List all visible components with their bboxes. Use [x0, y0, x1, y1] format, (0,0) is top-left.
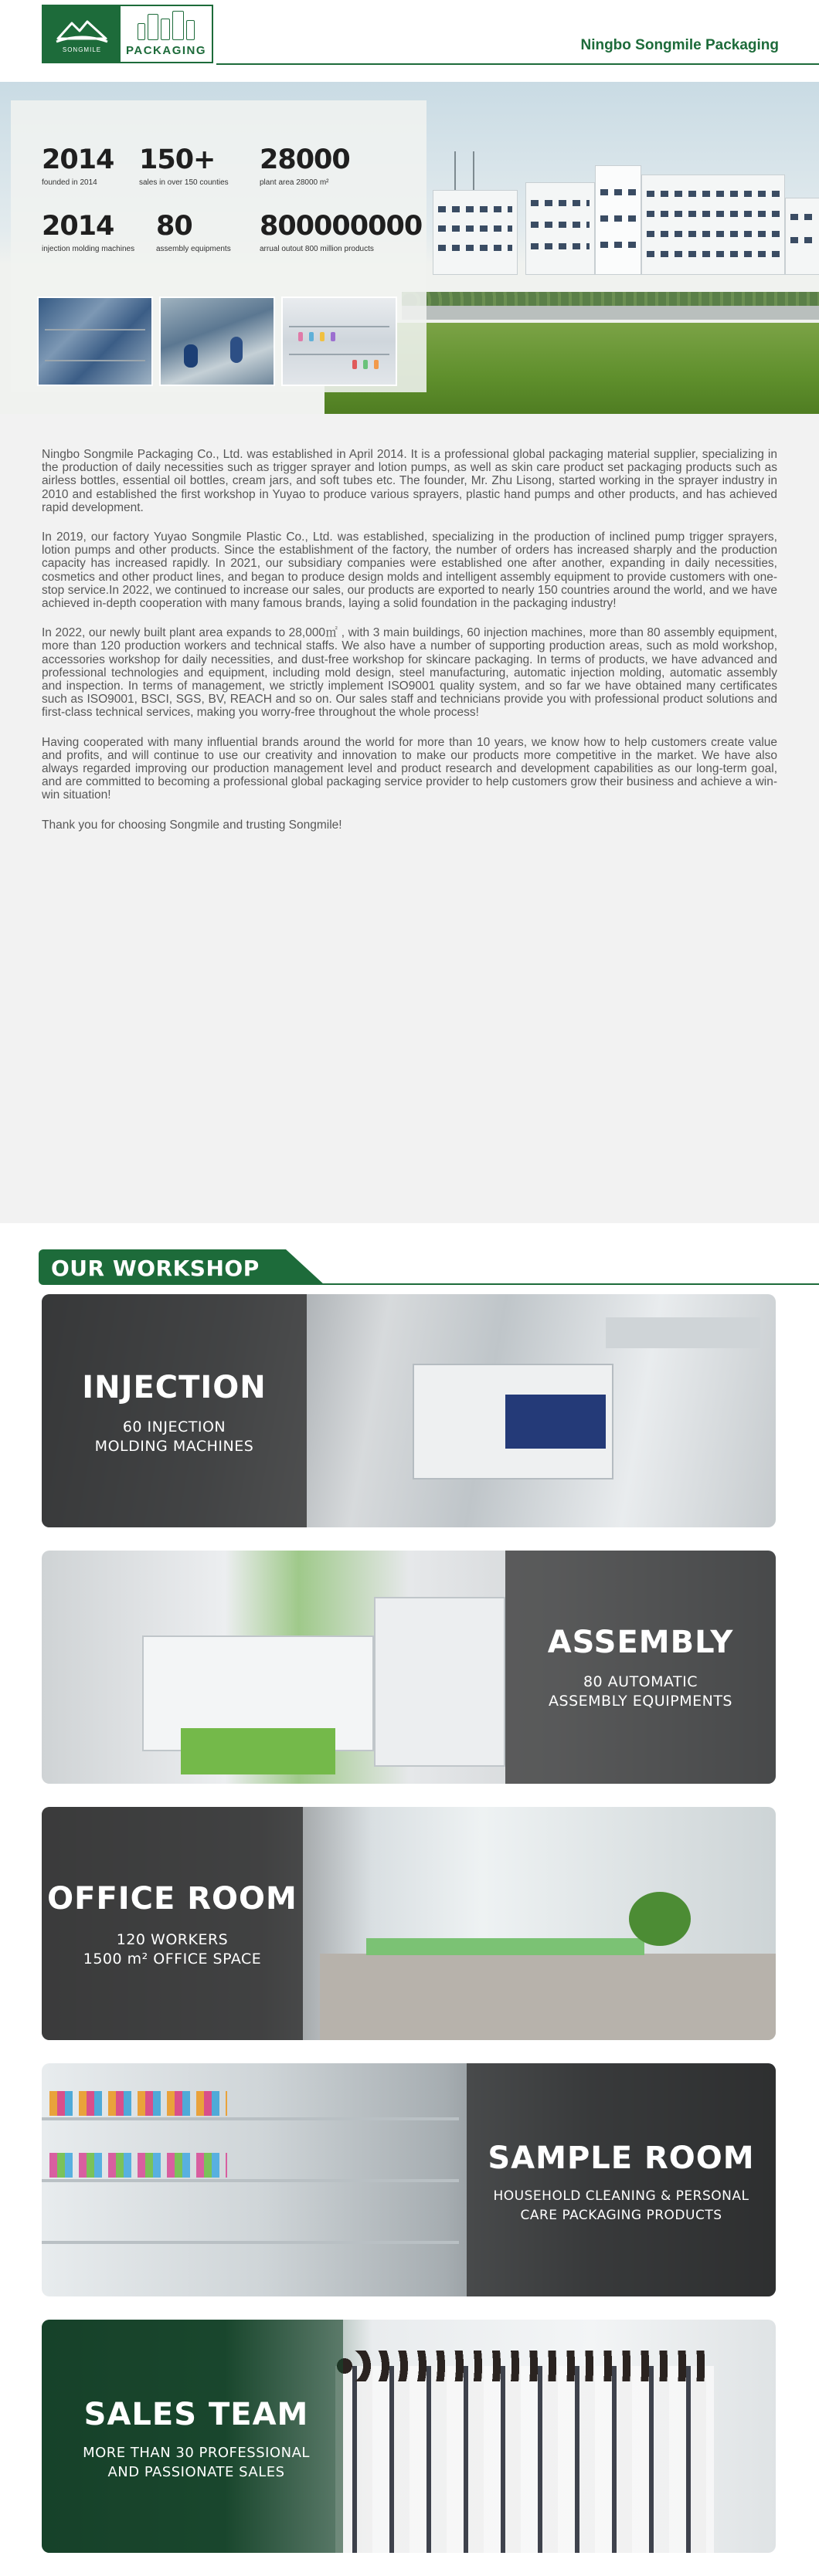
factory-building [785, 198, 819, 275]
card-subtitle: 60 INJECTION MOLDING MACHINES [94, 1418, 254, 1455]
bottles-shape [49, 2153, 227, 2178]
team-heads-shape [335, 2351, 714, 2381]
factory-building [525, 182, 595, 275]
card-title: INJECTION [82, 1370, 267, 1405]
stat-countries [139, 144, 229, 187]
team-group-shape [335, 2366, 714, 2553]
stat-assembly-equipments [156, 213, 231, 253]
product-display-photo [281, 297, 397, 386]
shelf-shape [42, 2241, 459, 2244]
stat-caption: plant area 28000 m² [260, 178, 329, 187]
card-overlay [467, 2063, 776, 2296]
intro-paragraph: Ningbo Songmile Packaging Co., Ltd. was established in April 2014. It is a professional global packaging material supplier, specializing in the production of daily necessities such as trigger sprayer and lotion pumps, as well as skin care product set packaging products such as airless bottles, essential oil bottles, cream jars, and soft tubes etc. The founder, Mr. Zhu Lisong, started working in the sprayer industry in 2010 and established the first workshop in Yuyao to produce various sprayers, plastic hand pumps and other products, and has achieved rapid development. [42, 448, 777, 514]
card-overlay [505, 1551, 776, 1784]
factory-building [595, 165, 641, 275]
stat-annual-output [260, 213, 422, 253]
company-name: Ningbo Songmile Packaging [580, 37, 779, 53]
stat-plant-area [260, 144, 350, 187]
logo-brand-text: SONGMILE [62, 46, 102, 53]
stat-caption: sales in over 150 counties [139, 178, 229, 187]
card-overlay [42, 1294, 307, 1527]
workers-photo [159, 297, 275, 386]
factory-building [433, 190, 518, 275]
intro-paragraph: Thank you for choosing Songmile and trusting Songmile! [42, 818, 342, 832]
shelf-shape [42, 2117, 459, 2120]
hero-banner [0, 82, 819, 414]
header-divider [216, 63, 819, 65]
stat-caption: founded in 2014 [42, 178, 97, 187]
page-header [0, 0, 819, 82]
section-divider [309, 1283, 819, 1285]
workshop-card-injection[interactable] [42, 1294, 776, 1527]
workshop-card-sample-room[interactable] [42, 2063, 776, 2296]
stat-caption: arrual outout 800 million products [260, 245, 374, 253]
card-title: OFFICE ROOM [47, 1881, 297, 1917]
stat-caption: assembly equipments [156, 245, 231, 253]
card-subtitle: 80 AUTOMATIC ASSEMBLY EQUIPMENTS [549, 1673, 732, 1710]
stat-value: 2014 [42, 211, 114, 242]
card-subtitle: HOUSEHOLD CLEANING & PERSONAL CARE PACKAGING PRODUCTS [493, 2188, 749, 2223]
stat-value: 2014 [42, 144, 114, 175]
section-title: OUR WORKSHOP [51, 1256, 260, 1281]
card-title: SALES TEAM [83, 2397, 309, 2432]
mountain-logo-icon [43, 6, 121, 62]
desk-shape [366, 1938, 644, 1955]
stat-founded [42, 144, 114, 187]
logo-packaging-text: PACKAGING [125, 44, 207, 57]
intro-paragraph: In 2022, our newly built plant area expands to 28,000㎡ , with 3 main buildings, 60 injection machines, more than 80 assembly equipment, more than 120 production workers and technical staffs. We also have a number of supporting production areas, such as mold workshop, accessories workshop for daily necessities, and dust-free workshop for skincare packaging. In terms of products, we have advanced and professional technologies and equipment, including mold design, steel manufacturing, automatic injection molding, automatic assembly and inspection. In terms of management, we strictly implement ISO9001 quality system, and so far we have obtained many certificates such as ISO9001, BSCI, SGS, BV, REACH and so on. Our sales staff and technicians provide you with professional product solutions and first-class technical services, making you worry-free throughout the whole process! [42, 626, 777, 720]
bottles-icon [138, 9, 195, 40]
stat-value: 150+ [139, 144, 216, 175]
company-logo[interactable] [42, 5, 213, 63]
desk-shape [320, 1954, 776, 2040]
workshop-card-assembly[interactable] [42, 1551, 776, 1784]
logo-packaging-block [121, 6, 212, 62]
stat-value: 28000 [260, 144, 350, 175]
workshop-section-header [0, 1223, 819, 1294]
workshop-card-office-room[interactable] [42, 1807, 776, 2040]
stat-injection-machines [42, 213, 134, 253]
machine-shape [606, 1317, 760, 1348]
card-title: SAMPLE ROOM [488, 2140, 755, 2176]
plant-shape [629, 1892, 691, 1946]
card-overlay [42, 2320, 343, 2553]
card-overlay [42, 1807, 303, 2040]
production-line-photo [37, 297, 153, 386]
card-title: ASSEMBLY [547, 1625, 734, 1660]
intro-paragraph: Having cooperated with many influential brands around the world for more than 10 years, we know how to help customers create value and profits, and will continue to use our creativity and innovation to make our products more competitive in the market. We have also always regarded improving our production management level and product research and development capabilities as our long-term goal, and are committed to becoming a professional global packaging service provider to help customers grow their business and achieve a win-win situation! [42, 735, 777, 802]
company-introduction [0, 414, 819, 1223]
card-subtitle: 120 WORKERS 1500 m² OFFICE SPACE [83, 1931, 262, 1968]
stat-value: 80 [156, 211, 192, 242]
intro-paragraph: In 2019, our factory Yuyao Songmile Plastic Co., Ltd. was established, specializing in the production of inclined pump trigger sprayers, lotion pumps and other products. Since the establishment of the factory, the number of orders has increased sharply and the production capacity has increased rapidly. In 2021, our subsidiary companies were established one after another, expanding in daily necessities, cosmetics and other product lines, and began to produce design molds and intelligent assembly equipment to provide customers with one-stop service.In 2022, we continued to increase our sales, our products are exported to nearly 150 countries around the world, and we have achieved in-depth cooperation with many famous brands, laying a solid foundation in the packaging industry! [42, 530, 777, 611]
stats-panel [11, 100, 426, 392]
stat-value: 800000000 [260, 211, 423, 242]
machine-shape [505, 1395, 606, 1449]
hero-road [402, 306, 819, 320]
shelf-shape [42, 2179, 459, 2182]
stat-caption: injection molding machines [42, 245, 135, 253]
machine-shape [181, 1728, 335, 1774]
factory-building [641, 175, 785, 275]
machine-shape [374, 1597, 505, 1767]
workshop-card-sales-team[interactable] [42, 2320, 776, 2553]
bottles-shape [49, 2091, 227, 2116]
card-subtitle: MORE THAN 30 PROFESSIONAL AND PASSIONATE SALES [83, 2445, 310, 2480]
